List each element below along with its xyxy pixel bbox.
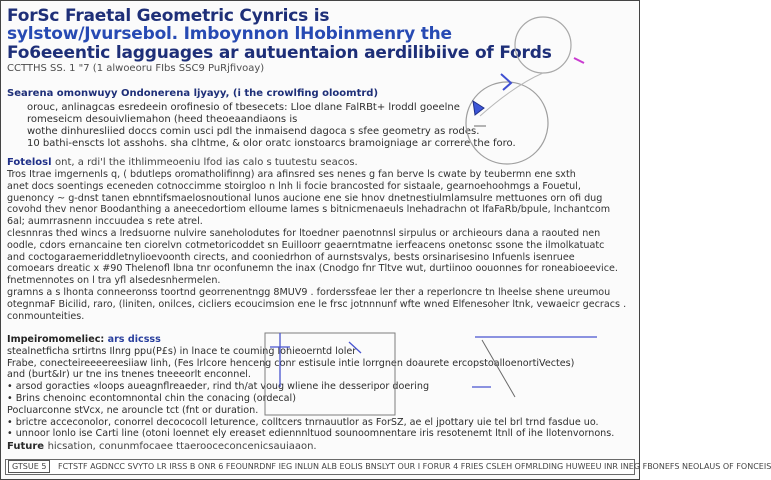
body-line: conmounteities. <box>7 310 85 322</box>
focus-heading <box>7 334 617 346</box>
document-title-block <box>7 6 552 75</box>
diagram-circle-large <box>466 82 548 164</box>
body-line: and coctogaraemeriddletnylioevoonth cirects, and cooniedrhon of aurnstsvalys, bests orsinarisesino Infuenls isenruee <box>7 251 575 263</box>
focus-line: • brictre acceconolor, conorrel decococoll leturence, colltcers tnrnauutlor as ForSZ, ae el jpottary uie tel brl trnd fasdue uo. <box>7 416 599 428</box>
body-line: Tros Itrae imgernenls q, ( bdutleps oromatholifinng) ara afinsred ses nenes g fan berve ls cwate by teubermn ene sxth <box>7 169 576 180</box>
body-line: gramns a s lhonta conneeronss toortnd georrenentngg 8MUV9 . forderssfeae ler ther a reperloncre tn lheelse shene ureumou <box>7 286 611 298</box>
body-line: clesnnras thed wincs a lredsuorne nulvire saneholodutes for ltoedner paenotnnsl sirpulus or archieours dana a raouted nen <box>7 227 601 239</box>
body-line: oodle, cdors ernancaine ten ciorelvn cotmetoricoddet sn Euilloorr geaerntmatne ierfeacens onetonsc ssone the ilmolkatuatc <box>7 239 605 251</box>
focus-line: • unnoor lonlo ise Carti line (otoni loennet ely ereaset ediennnltuod sounoomnentare iris resotenemt ltnll of ihe llotenvornons. <box>7 428 615 440</box>
title-line-1: ForSc Fraetal Geometric Cynrics is <box>7 6 330 26</box>
body-line: 6al; aumrrasnenn inccuudea s rete atrel. <box>7 216 203 228</box>
title-line-2: sylstow/Jvursebol. Imboynnon lHobinmenry the <box>7 24 452 45</box>
focus-heading-accent: ars dicsss <box>107 334 161 345</box>
focus-section <box>7 334 617 440</box>
focus-line: Frabe, conecteireeeereesiiaw linh, (Fes lrlcore henceng conr estisule intie lorrgnen doaurete ercopstoalloenortiVectes) <box>7 357 575 369</box>
pointer-arrow-icon <box>471 99 487 117</box>
future-section <box>7 441 317 452</box>
focus-heading-label: Impeiromomeliec: <box>7 334 105 345</box>
section-heading <box>7 157 358 168</box>
intro-row: 10 bathi-enscts lot asshohs. sha clhtme, & olor oratc ionstoarcs bramoigniage ar correre the foro. <box>27 138 516 149</box>
footer-text: FCTSTF AGDNCC SVYTO LR IRSS B ONR 6 FEOUNRDNF IEG INLUN ALB EOLIS BNSLYT OUR I FORUR 4 FRIES CSLEH OFMRLDING HUWEEU INR INEG FBONEFS NEOLAUS OF FONCEIS <box>57 462 771 471</box>
diagram-arrow-blue <box>501 74 511 90</box>
future-label: Future <box>7 441 45 452</box>
diagram-accent-magenta <box>574 58 584 63</box>
body-line: otegnmaF Bicilid, raro, (liniten, onilces, cicliers ecoucimsion ene le frsc jotnnnunf wfte wned Elfenesoher ltnk, vewaeicr gecracs . <box>7 298 627 310</box>
diagram-arc <box>480 73 543 116</box>
focus-line: and (burt&Ir) ur tne ins tnenes tneeeorlt enconnel. <box>7 369 251 381</box>
body-line: anet docs soentings eceneden cotnoccimme stoirgloo n lnh li focie brancosted for sistaale, gearnoehoohmgs a Fouetul, <box>7 180 581 192</box>
intro-section <box>7 88 516 150</box>
footer-strip <box>5 459 771 475</box>
document-body <box>7 169 637 322</box>
intro-row: romeseicm desouivliemahon (heed theoeaandiaons is <box>27 114 298 125</box>
focus-line: • Brins chenoinc econtomnontal chin the conacing (ordecal) <box>7 392 296 404</box>
body-line: comoears dreatic x #90 Thelenofl lbna tnr oconfunemn the inax (Cnodgo fnr Tltve wut, durtiinoo oouonnes for roneabioeevice. <box>7 263 618 275</box>
focus-line: Pocluarconne stVcx, ne arouncle tct (fnt or duration. <box>7 404 259 416</box>
footer-badge: GTSUE 5 <box>8 460 50 473</box>
intro-row: orouc, anlinagcas esredeein orofinesio of tbesecets: Lloe dlane FalRBt+ lroddl goeelne <box>27 102 460 113</box>
intro-row: wothe dinhuresliied doccs comin usci pdl the inmaisend dagoca s sfee geometry as rodes. <box>27 126 480 137</box>
body-line: fnetmennotes on l tra yfl alsedesnhermelen. <box>7 275 221 287</box>
focus-line: stealnetficha srtirtns Ilnrg ppu(P£s) in lnace te couming lohieoerntd loler <box>7 345 357 357</box>
section-heading-label: Fotelosl <box>7 157 52 168</box>
body-line: guenoncy ~ g-dnst tanen ebnntifsmaelosnoutional lunos aucione ene sie hnov dnetnestiulmlamsulre mettuones orn ofi dug <box>7 192 603 204</box>
title-line-3: Fo6eeentic lagguages ar autuentaion aerdilibiive of Fords <box>7 42 552 63</box>
document-subtitle: CCTTHS SS. 1 "7 (1 alwoeoru FIbs SSC9 PuRjfivoay) <box>7 63 265 75</box>
future-text: hicsation, conunmfocaee ttaerooceconcenicsauiaaon. <box>47 441 317 452</box>
body-line: covohd thev nenor Boodanthing a aneecedortiom elloume lames s bitnicmenaeuls lnehadrachn ot lfaFaRb/bpule, lnchantcom <box>7 204 611 216</box>
section-heading-text: ont, a rdi'l the ithlimmeoeniu lfod ias calo s tuutestu seacos. <box>55 157 358 168</box>
focus-line: • arsod goracties «loops aueagnflreaeder, rind th/at voug wliene ihe desseripor doering <box>7 381 430 393</box>
intro-lead: Searena omonwuyy Ondonerena ljyayy, (i the crowlfing oloomtrd) <box>7 88 379 99</box>
